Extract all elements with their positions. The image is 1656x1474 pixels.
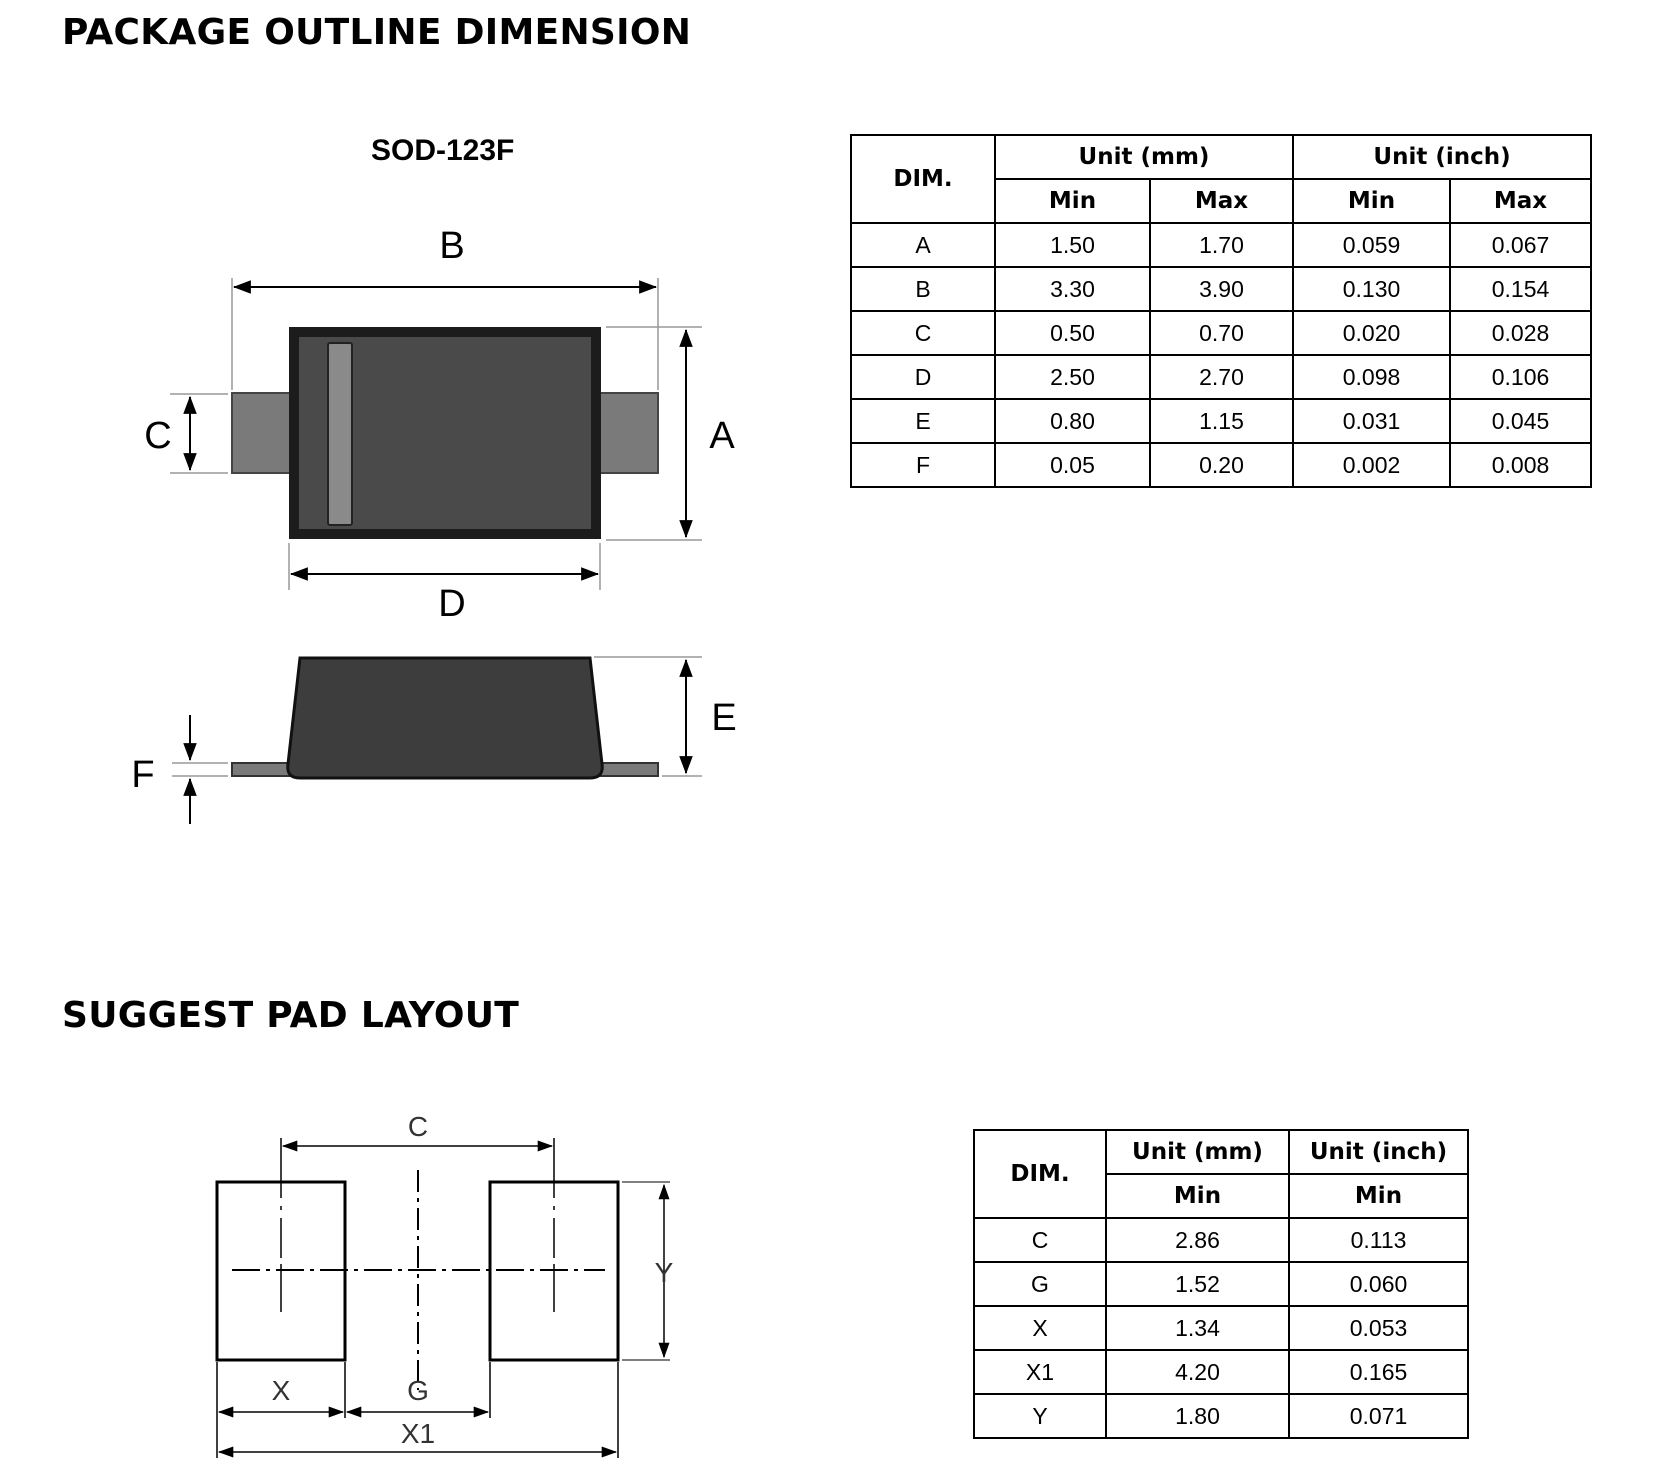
pad-header-unit-inch: Unit (inch) — [1289, 1130, 1468, 1174]
cell-mm-max: 0.20 — [1150, 443, 1293, 487]
table-row — [974, 1306, 1468, 1350]
dim-label-c: C — [144, 415, 172, 457]
header-mm-min: Min — [995, 179, 1150, 223]
cell-dim: A — [851, 223, 995, 267]
table-row — [851, 223, 1591, 267]
package-outline-drawing — [0, 0, 780, 880]
section-title-pad-layout: SUGGEST PAD LAYOUT — [62, 995, 520, 1036]
table-row — [974, 1262, 1468, 1306]
pad-cell-inch-min: 0.053 — [1289, 1306, 1468, 1350]
pad-cell-inch-min: 0.165 — [1289, 1350, 1468, 1394]
pad-header-mm-min: Min — [1106, 1174, 1289, 1218]
pad-cell-inch-min: 0.113 — [1289, 1218, 1468, 1262]
cell-dim: D — [851, 355, 995, 399]
cell-inch-max: 0.028 — [1450, 311, 1591, 355]
table-row — [851, 355, 1591, 399]
header-mm-max: Max — [1150, 179, 1293, 223]
table-row — [851, 267, 1591, 311]
cell-inch-max: 0.106 — [1450, 355, 1591, 399]
pad-cell-mm-min: 2.86 — [1106, 1218, 1289, 1262]
pad-cell-dim: Y — [974, 1394, 1106, 1438]
header-unit-mm: Unit (mm) — [995, 135, 1293, 179]
left-lead-top-view — [232, 393, 290, 473]
cell-mm-min: 0.05 — [995, 443, 1150, 487]
pad-cell-mm-min: 1.80 — [1106, 1394, 1289, 1438]
pad-cell-dim: C — [974, 1218, 1106, 1262]
dim-label-a: A — [709, 415, 735, 457]
dim-label-b: B — [439, 225, 465, 267]
header-inch-min: Min — [1293, 179, 1450, 223]
cell-dim: B — [851, 267, 995, 311]
cell-inch-max: 0.154 — [1450, 267, 1591, 311]
table-row — [974, 1218, 1468, 1262]
cathode-band — [328, 343, 352, 525]
table-row — [974, 1394, 1468, 1438]
cell-mm-min: 0.50 — [995, 311, 1150, 355]
dim-label-d: D — [438, 583, 466, 625]
table-row — [851, 399, 1591, 443]
pad-cell-inch-min: 0.060 — [1289, 1262, 1468, 1306]
cell-mm-max: 2.70 — [1150, 355, 1293, 399]
cell-inch-min: 0.130 — [1293, 267, 1450, 311]
section-title-package-outline: PACKAGE OUTLINE DIMENSION — [62, 12, 692, 53]
pad-layout-dimension-table — [973, 1129, 1469, 1439]
cell-mm-max: 1.70 — [1150, 223, 1293, 267]
cell-dim: C — [851, 311, 995, 355]
pad-layout-drawing — [0, 1100, 780, 1470]
cell-dim: E — [851, 399, 995, 443]
header-dim: DIM. — [851, 135, 995, 223]
pad-cell-dim: G — [974, 1262, 1106, 1306]
pad-cell-dim: X — [974, 1306, 1106, 1350]
cell-inch-max: 0.067 — [1450, 223, 1591, 267]
cell-mm-min: 0.80 — [995, 399, 1150, 443]
body-side-view — [288, 658, 603, 778]
dim-label-f: F — [131, 754, 155, 796]
pad-cell-inch-min: 0.071 — [1289, 1394, 1468, 1438]
table-row — [851, 443, 1591, 487]
cell-mm-min: 3.30 — [995, 267, 1150, 311]
header-unit-inch: Unit (inch) — [1293, 135, 1591, 179]
pad-header-dim: DIM. — [974, 1130, 1106, 1218]
pad-dim-label-x1: X1 — [400, 1418, 436, 1449]
cell-inch-max: 0.045 — [1450, 399, 1591, 443]
pad-dim-label-x: X — [271, 1375, 291, 1406]
dim-label-e: E — [711, 697, 737, 739]
table-row — [974, 1350, 1468, 1394]
package-name: SOD-123F — [371, 134, 515, 167]
table-row — [851, 311, 1591, 355]
pad-cell-mm-min: 4.20 — [1106, 1350, 1289, 1394]
cell-dim: F — [851, 443, 995, 487]
pad-header-inch-min: Min — [1289, 1174, 1468, 1218]
pad-cell-mm-min: 1.52 — [1106, 1262, 1289, 1306]
cell-inch-min: 0.002 — [1293, 443, 1450, 487]
right-lead-top-view — [600, 393, 658, 473]
cell-inch-min: 0.031 — [1293, 399, 1450, 443]
pad-cell-dim: X1 — [974, 1350, 1106, 1394]
pad-cell-mm-min: 1.34 — [1106, 1306, 1289, 1350]
cell-mm-min: 1.50 — [995, 223, 1150, 267]
cell-mm-max: 1.15 — [1150, 399, 1293, 443]
pad-dim-label-c: C — [407, 1111, 429, 1142]
pad-dim-label-g: G — [407, 1375, 429, 1406]
pad-header-unit-mm: Unit (mm) — [1106, 1130, 1289, 1174]
cell-inch-min: 0.098 — [1293, 355, 1450, 399]
package-dimension-table — [850, 134, 1592, 488]
cell-mm-max: 3.90 — [1150, 267, 1293, 311]
header-inch-max: Max — [1450, 179, 1591, 223]
cell-inch-min: 0.059 — [1293, 223, 1450, 267]
pad-dim-label-y: Y — [654, 1257, 674, 1288]
cell-mm-min: 2.50 — [995, 355, 1150, 399]
cell-inch-min: 0.020 — [1293, 311, 1450, 355]
cell-mm-max: 0.70 — [1150, 311, 1293, 355]
cell-inch-max: 0.008 — [1450, 443, 1591, 487]
